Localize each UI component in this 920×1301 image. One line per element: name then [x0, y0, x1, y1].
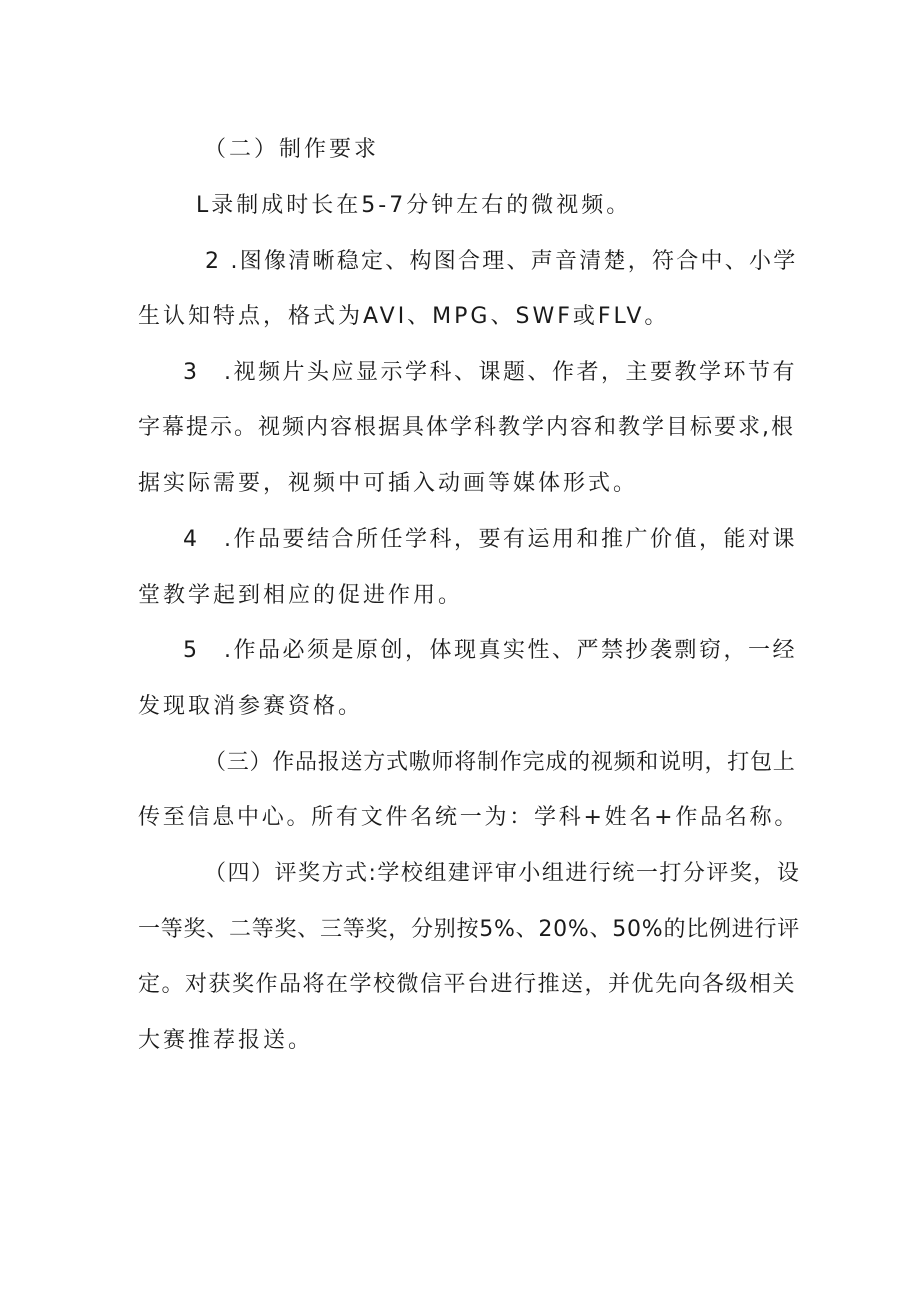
body-line: L录制成时长在5-7分钟左右的微视频。 — [196, 193, 632, 218]
body-line: 堂教学起到相应的促进作用。 — [138, 583, 464, 608]
body-line: 一等奖、二等奖、三等奖，分别按5%、20%、50%的比例进行评 — [138, 917, 800, 942]
section-heading: （四）评奖方式:学校组建评审小组进行统一打分评奖，设 — [204, 861, 801, 886]
body-line: 4 .作品要结合所任学科，要有运用和推广价值，能对课 — [183, 527, 797, 552]
body-line: 字幕提示。视频内容根据具体学科教学内容和教学目标要求,根 — [138, 415, 795, 440]
body-line: 大赛推荐报送。 — [138, 1028, 314, 1053]
body-line: 生认知特点，格式为AVI、MPG、SWF或FLV。 — [138, 304, 670, 329]
body-line: 据实际需要，视频中可插入动画等媒体形式。 — [138, 471, 639, 496]
section-heading: （二）制作要求 — [204, 137, 380, 162]
body-line: 5 .作品必须是原创，体现真实性、严禁抄袭剽窃，一经 — [183, 638, 797, 663]
body-line: 2 .图像清晰稳定、构图合理、声音清楚，符合中、小学 — [205, 249, 798, 274]
body-line: 3 .视频片头应显示学科、课题、作者，主要教学环节有 — [183, 360, 797, 385]
body-line: 定。对获奖作品将在学校微信平台进行推送，并优先向各级相关 — [138, 972, 797, 997]
body-line: 传至信息中心。所有文件名统一为：学科+姓名+作品名称。 — [138, 805, 800, 830]
body-line: 发现取消参赛资格。 — [138, 694, 364, 719]
section-heading: （三）作品报送方式嗷师将制作完成的视频和说明，打包上 — [204, 750, 796, 775]
